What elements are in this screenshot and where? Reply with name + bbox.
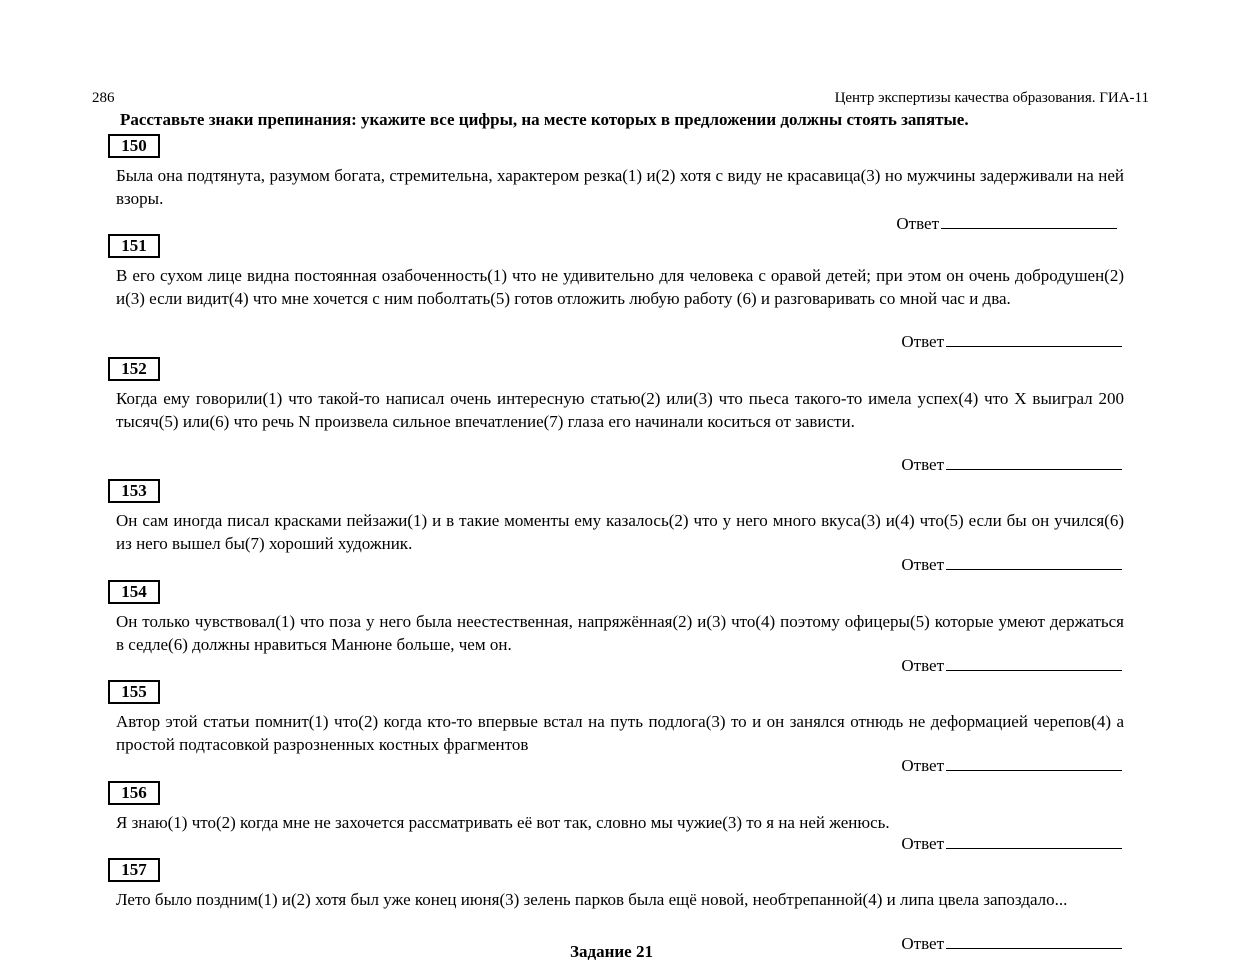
answer-label: Ответ — [901, 934, 944, 953]
task-number: 154 — [108, 580, 160, 604]
answer-line[interactable] — [941, 210, 1117, 229]
answer-label: Ответ — [901, 656, 944, 675]
task-157 — [108, 858, 1124, 911]
task-text: Автор этой статьи помнит(1) что(2) когда кто-то впервые встал на путь подлога(3) то и он занялся отнюдь не деформацией черепов(4) а простой подтасовкой разрозненных костных фрагментов — [116, 712, 1124, 754]
task-155 — [108, 680, 1124, 756]
answer-line[interactable] — [946, 930, 1122, 949]
answer-label: Ответ — [901, 332, 944, 351]
answer-label: Ответ — [901, 756, 944, 775]
answer-line[interactable] — [946, 451, 1122, 470]
task-text: Лето было поздним(1) и(2) хотя был уже конец июня(3) зелень парков была ещё новой, необтрепанной(4) и липа цвела запоздало... — [116, 890, 1068, 909]
answer-152 — [901, 451, 1122, 475]
answer-151 — [901, 328, 1122, 352]
task-150 — [108, 134, 1124, 210]
task-154 — [108, 580, 1124, 656]
task-text: Я знаю(1) что(2) когда мне не захочется рассматривать её вот так, словно мы чужие(3) то я на ней женюсь. — [116, 813, 890, 832]
answer-154 — [901, 652, 1122, 676]
task-text: Была она подтянута, разумом богата, стремительна, характером резка(1) и(2) хотя с виду не красавица(3) но мужчины задерживали на ней взоры. — [116, 166, 1124, 208]
answer-line[interactable] — [946, 830, 1122, 849]
task-153 — [108, 479, 1124, 555]
answer-155 — [901, 752, 1122, 776]
task-151 — [108, 234, 1124, 310]
answer-label: Ответ — [901, 455, 944, 474]
task-number: 157 — [108, 858, 160, 882]
task-text: В его сухом лице видна постоянная озабоченность(1) что не удивительно для человека с оравой детей; при этом он очень добродушен(2) и(3) если видит(4) что мне хочется с ним поболтать(5) готов отложить любую работу (6) и разговаривать со мной час и два. — [116, 266, 1124, 308]
task-number: 151 — [108, 234, 160, 258]
answer-line[interactable] — [946, 752, 1122, 771]
task-number: 153 — [108, 479, 160, 503]
task-number: 150 — [108, 134, 160, 158]
answer-label: Ответ — [901, 834, 944, 853]
task-156 — [108, 781, 1124, 834]
answer-label: Ответ — [896, 214, 939, 233]
page-number: 286 — [92, 90, 115, 106]
task-number: 155 — [108, 680, 160, 704]
answer-156 — [901, 830, 1122, 854]
task-text: Он сам иногда писал красками пейзажи(1) и в такие моменты ему казалось(2) что у него много вкуса(3) и(4) что(5) если бы он учился(6) из него вышел бы(7) хороший художник. — [116, 511, 1124, 553]
header-source: Центр экспертизы качества образования. ГИА-11 — [834, 90, 1149, 106]
answer-150 — [896, 210, 1117, 234]
task-text: Он только чувствовал(1) что поза у него была неестественная, напряжённая(2) и(3) что(4) поэтому офицеры(5) которые умеют держаться в седле(6) должны нравиться Манюне больше, чем он. — [116, 612, 1124, 654]
task-number: 152 — [108, 357, 160, 381]
task-152 — [108, 357, 1124, 433]
answer-line[interactable] — [946, 551, 1122, 570]
answer-153 — [901, 551, 1122, 575]
answer-157 — [901, 930, 1122, 954]
task-number: 156 — [108, 781, 160, 805]
next-section-heading: Задание 21 — [570, 942, 653, 961]
answer-label: Ответ — [901, 555, 944, 574]
instruction: Расставьте знаки препинания: укажите все цифры, на месте которых в предложении должны стоять запятые. — [120, 110, 969, 129]
answer-line[interactable] — [946, 652, 1122, 671]
answer-line[interactable] — [946, 328, 1122, 347]
task-text: Когда ему говорили(1) что такой-то написал очень интересную статью(2) или(3) что пьеса такого-то имела успех(4) что X выиграл 200 тысяч(5) или(6) что речь N произвела сильное впечатление(7) глаза его начинали коситься от зависти. — [116, 389, 1124, 431]
